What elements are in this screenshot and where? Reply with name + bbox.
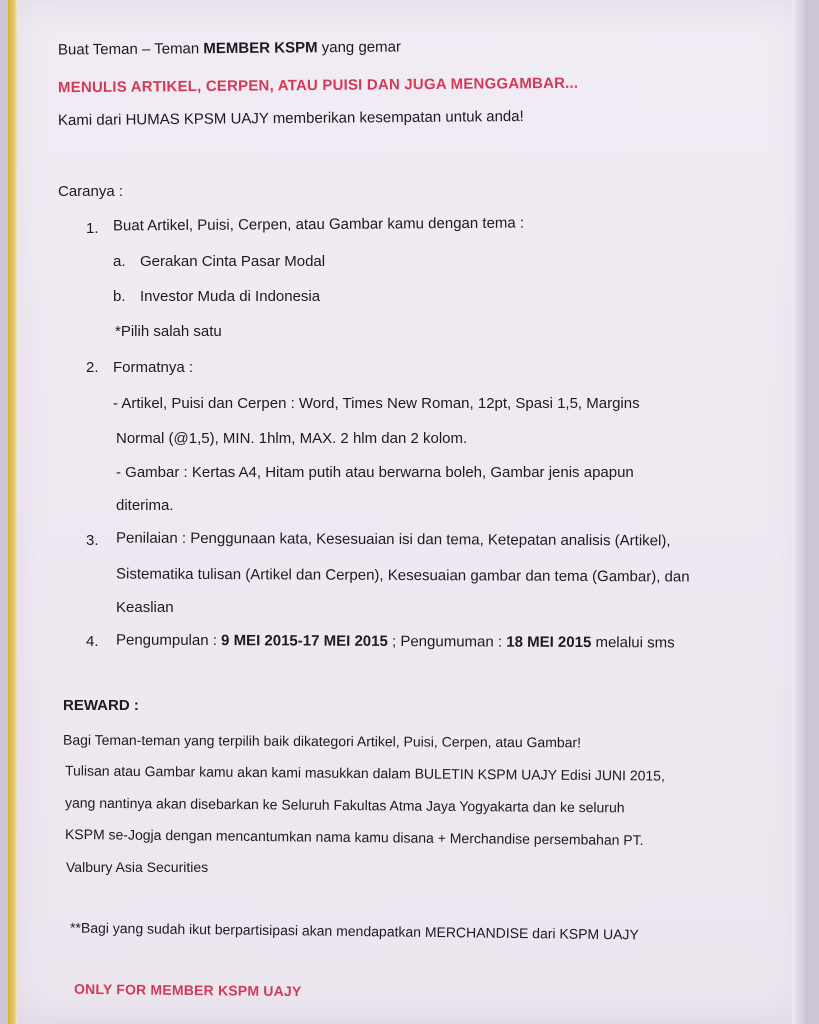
- intro-suffix: yang gemar: [317, 38, 402, 57]
- step-4-announcement-date: 18 MEI 2015: [506, 633, 592, 652]
- intro-member-kspm: MEMBER KSPM: [203, 39, 318, 58]
- step-2-line-1: - Artikel, Puisi dan Cerpen : Word, Times New Roman, 12pt, Spasi 1,5, Margins: [113, 395, 640, 412]
- step-2-line-2: Normal (@1,5), MIN. 1hlm, MAX. 2 hlm dan 2 kolom.: [116, 430, 468, 447]
- step-4-middle: ; Pengumuman :: [387, 632, 507, 651]
- reward-line-4: KSPM se-Jogja dengan mencantumkan nama kamu disana + Merchandise persembahan PT.: [64, 825, 644, 849]
- paper-right-edge: [792, 0, 808, 1024]
- reward-line-5: Valbury Asia Securities: [66, 859, 209, 875]
- step-3-line-3: Keaslian: [116, 599, 174, 616]
- step-1b-text: Investor Muda di Indonesia: [140, 288, 321, 305]
- step-2-number: 2.: [86, 359, 99, 376]
- step-3-number: 3.: [86, 532, 99, 549]
- step-1-note: *Pilih salah satu: [115, 323, 222, 340]
- members-only-notice: ONLY FOR MEMBER KSPM UAJY: [73, 980, 302, 1000]
- intro-line-1: [58, 39, 401, 59]
- step-1b-label: b.: [113, 288, 126, 305]
- step-1-text: Buat Artikel, Puisi, Cerpen, atau Gambar kamu dengan tema :: [112, 214, 525, 235]
- step-2-text: Formatnya :: [113, 359, 194, 376]
- participation-note: **Bagi yang sudah ikut berpartisipasi akan mendapatkan MERCHANDISE dari KSPM UAJY: [69, 919, 639, 943]
- step-3-line-1: Penilaian : Penggunaan kata, Kesesuaian isi dan tema, Ketepatan analisis (Artikel),: [115, 529, 671, 550]
- step-4-collection-date: 9 MEI 2015-17 MEI 2015: [221, 632, 388, 650]
- step-4-suffix: melalui sms: [591, 634, 675, 652]
- step-4-number: 4.: [86, 633, 99, 650]
- step-2-line-4: diterima.: [116, 497, 174, 514]
- step-4-text: [116, 632, 675, 652]
- step-4-prefix: Pengumpulan :: [115, 631, 222, 650]
- intro-line-3: Kami dari HUMAS KPSM UAJY memberikan kesempatan untuk anda!: [57, 107, 524, 130]
- reward-line-1: Bagi Teman-teman yang terpilih baik dikategori Artikel, Puisi, Cerpen, atau Gambar!: [62, 731, 582, 751]
- step-1-number: 1.: [86, 220, 99, 237]
- step-2-line-3: - Gambar : Kertas A4, Hitam putih atau berwarna boleh, Gambar jenis apapun: [116, 464, 634, 481]
- paper-sheet: [8, 0, 808, 1024]
- reward-heading: REWARD :: [63, 697, 139, 714]
- reward-line-2: Tulisan atau Gambar kamu akan kami masukkan dalam BULETIN KSPM UAJY Edisi JUNI 2015,: [64, 762, 665, 784]
- paper-left-edge: [8, 0, 18, 1024]
- intro-line-2: MENULIS ARTIKEL, CERPEN, ATAU PUISI DAN JUGA MENGGAMBAR...: [57, 74, 579, 97]
- reward-line-3: yang nantinya akan disebarkan ke Seluruh Fakultas Atma Jaya Yogyakarta dan ke seluruh: [64, 794, 625, 816]
- step-1a-label: a.: [113, 253, 126, 270]
- step-3-line-2: Sistematika tulisan (Artikel dan Cerpen), Kesesuaian gambar dan tema (Gambar), dan: [115, 565, 690, 586]
- intro-prefix: Buat Teman – Teman: [57, 40, 204, 59]
- caranya-heading: Caranya :: [58, 183, 124, 200]
- step-1a-text: Gerakan Cinta Pasar Modal: [140, 253, 326, 270]
